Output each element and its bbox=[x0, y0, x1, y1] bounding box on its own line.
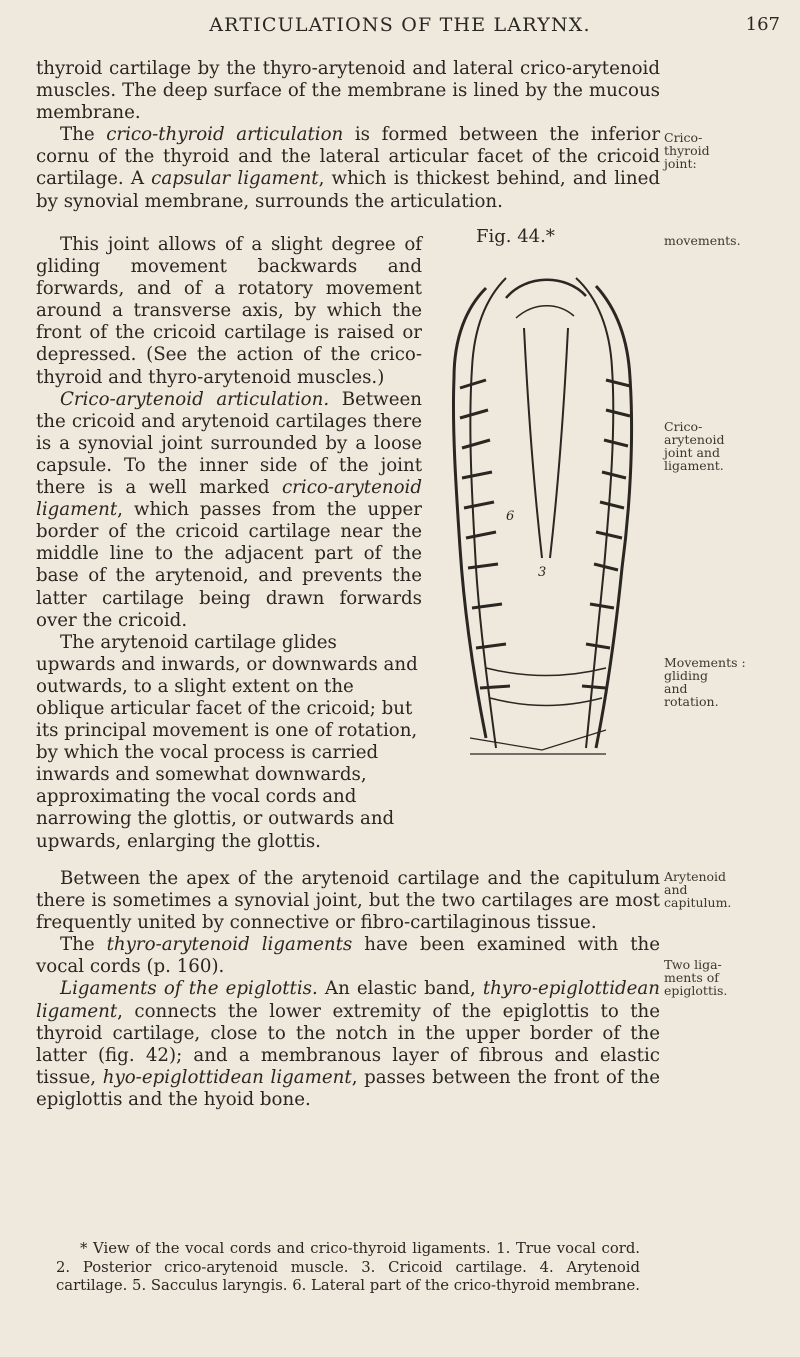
footnote bbox=[56, 1240, 640, 1296]
paragraph-1: thyroid cartilage by the thyro-arytenoid and lateral crico-arytenoid muscles. The deep surface of the membrane is lined by the mucous membrane. bbox=[36, 58, 660, 124]
paragraph-capitulum: Between the apex of the arytenoid cartilage and the capitulum there is sometimes a synovial joint, but the two cartilages are most frequently united by connective or fibro-cartilaginous tissue. bbox=[36, 868, 660, 934]
term-thyro-arytenoid-ligaments: thyro-arytenoid ligaments bbox=[106, 934, 353, 956]
paragraph-thyro-arytenoid: The thyro-arytenoid ligaments have been examined with the vocal cords (p. 160). bbox=[36, 934, 661, 978]
term-crico-arytenoid-articulation: Crico-arytenoid articulation. bbox=[60, 388, 330, 410]
paragraph-epiglottis-ligaments: Ligaments of the epiglottis. An elastic band, thyro-epiglottidean ligament, connects the lower extremity of the epiglottis to the thyroid cartilage, close to the notch in the upper border of the latter (fig. 42); and a membranous layer of fibrous and elastic tissue, hyo-epiglottidean ligament, passes between the front of the epiglottis and the hyoid bone. bbox=[36, 978, 660, 1110]
running-title: ARTICULATIONS OF THE LARYNX. bbox=[209, 14, 591, 36]
body-upper bbox=[36, 58, 660, 213]
term-capsular-ligament: capsular ligament bbox=[151, 168, 319, 190]
term-hyo-epiglottidean: hyo-epiglottidean ligament bbox=[102, 1066, 352, 1088]
margin-note-movements: movements. bbox=[664, 233, 741, 248]
margin-note-crico-thyroid: Crico- thyroid joint: bbox=[664, 130, 710, 171]
body-narrow bbox=[36, 234, 422, 853]
paragraph-crico-thyroid: The crico-thyroid articulation is formed between the inferior cornu of the thyroid and the lateral articular facet of the cricoid cartilage. A capsular ligament, which is thickest behind, and lined by synovial membrane, surrounds the articulation. bbox=[36, 124, 661, 212]
body-lower bbox=[36, 868, 660, 1111]
figure-label-3: 3 bbox=[538, 565, 547, 580]
term-crico-thyroid-articulation: crico-thyroid articulation bbox=[106, 124, 344, 146]
figure-caption: Fig. 44.* bbox=[476, 226, 555, 247]
figure-label-6: 6 bbox=[506, 509, 515, 524]
footnote-text: * View of the vocal cords and crico-thyroid ligaments. 1. True vocal cord. 2. Posterior crico-arytenoid muscle. 3. Cricoid cartilage. 4. Arytenoid cartilage. 5. Sacculus laryngis. 6. Lateral part of the crico-thyroid membrane. bbox=[56, 1240, 640, 1295]
page-number: 167 bbox=[745, 14, 780, 35]
term-crico-arytenoid-ligament: crico-arytenoid ligament bbox=[36, 477, 422, 521]
paragraph-joint-movement: This joint allows of a slight degree of gliding movement backwards and forwards, and of a rotatory movement around a transverse axis, by which the front of the cricoid cartilage is raised or depressed. (See the action of the crico-thyroid and thyro-arytenoid muscles.) bbox=[36, 234, 422, 388]
margin-note-movements-gliding: Movements : gliding and rotation. bbox=[664, 655, 746, 709]
term-ligaments-of-epiglottis: Ligaments of the epiglottis. bbox=[60, 978, 318, 1000]
running-header bbox=[0, 14, 800, 42]
margin-note-two-ligaments: Two liga- ments of epiglottis. bbox=[664, 957, 728, 998]
paragraph-arytenoid-glides: The arytenoid cartilage glides upwards and inwards, or downwards and outwards, to a slight extent on the oblique articular facet of the cricoid; but its principal movement is one of rotation, by which the vocal process is carried inwards and somewhat downwards, approximating the vocal cords and narrowing the glottis, or outwards and upwards, enlarging the glottis. bbox=[36, 631, 418, 852]
larynx-illustration bbox=[446, 268, 646, 768]
margin-note-arytenoid-capitulum: Arytenoid and capitulum. bbox=[664, 869, 732, 910]
larynx-figure bbox=[446, 268, 646, 768]
margin-note-crico-arytenoid: Crico- arytenoid joint and ligament. bbox=[664, 419, 725, 473]
term-thyro-epiglottidean: thyro-epiglottidean ligament bbox=[36, 978, 660, 1022]
paragraph-crico-arytenoid: Crico-arytenoid articulation. Between the cricoid and arytenoid cartilages there is a synovial joint surrounded by a loose capsule. To the inner side of the joint there is a well marked crico-arytenoid ligament, which passes from the upper border of the cricoid cartilage near the middle line to the adjacent part of the base of the arytenoid, and prevents the latter cartilage being drawn forwards over the cricoid. bbox=[36, 388, 422, 631]
